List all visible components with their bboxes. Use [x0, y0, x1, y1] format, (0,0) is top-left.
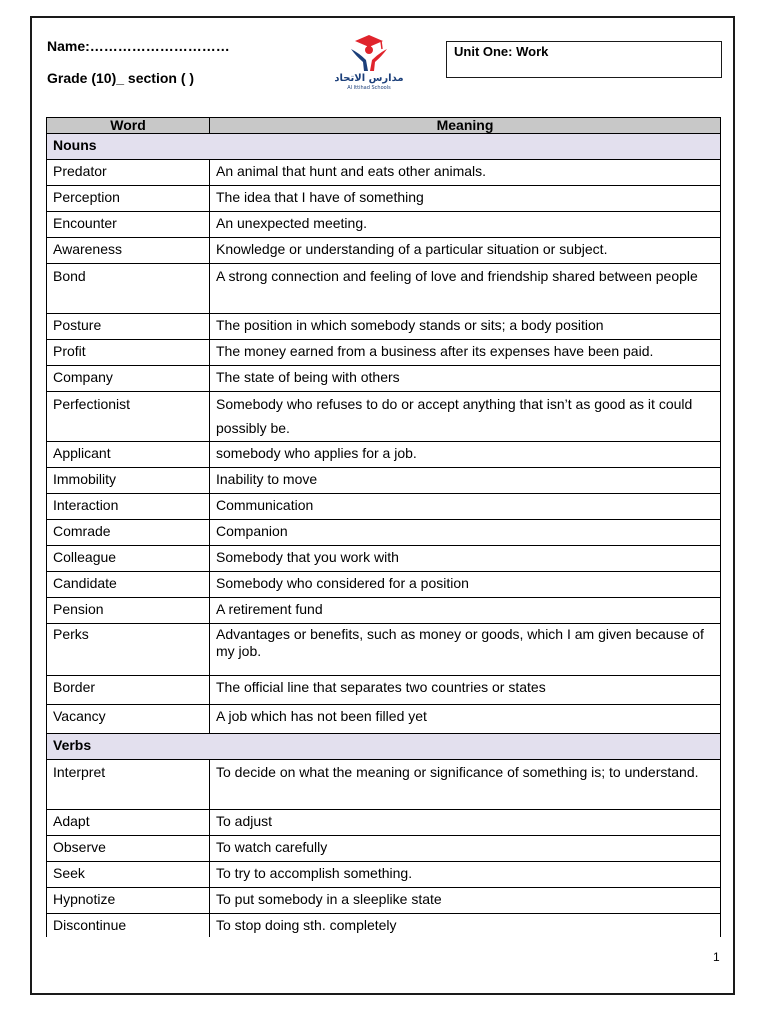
meaning-cell: Somebody that you work with [210, 546, 721, 572]
word-cell: Interaction [47, 494, 210, 520]
table-row [47, 760, 721, 810]
meaning-cell: An unexpected meeting. [210, 212, 721, 238]
word-cell: Colleague [47, 546, 210, 572]
unit-title: Unit One: Work [454, 44, 549, 59]
meaning-cell: A job which has not been filled yet [210, 705, 721, 734]
table-row [47, 520, 721, 546]
table-row [47, 705, 721, 734]
table-row [47, 314, 721, 340]
meaning-cell: The official line that separates two countries or states [210, 676, 721, 705]
meaning-cell: An animal that hunt and eats other animals. [210, 160, 721, 186]
word-cell: Bond [47, 264, 210, 314]
table-row [47, 238, 721, 264]
meaning-cell: The idea that I have of something [210, 186, 721, 212]
word-cell: Encounter [47, 212, 210, 238]
section-title: Verbs [47, 734, 721, 760]
word-cell: Applicant [47, 442, 210, 468]
meaning-cell: The state of being with others [210, 366, 721, 392]
meaning-cell: A retirement fund [210, 598, 721, 624]
table-row [47, 862, 721, 888]
table-row [47, 676, 721, 705]
logo-english-text: Al Ittihad Schools [347, 85, 391, 91]
word-cell: Comrade [47, 520, 210, 546]
word-cell: Perfectionist [47, 392, 210, 442]
word-cell: Adapt [47, 810, 210, 836]
meaning-cell: The position in which somebody stands or sits; a body position [210, 314, 721, 340]
logo-arabic-text: مدارس الاتحاد [334, 73, 404, 84]
graduate-logo-icon [333, 33, 405, 75]
word-cell: Profit [47, 340, 210, 366]
word-cell: Perception [47, 186, 210, 212]
table-row [47, 572, 721, 598]
meaning-cell: somebody who applies for a job. [210, 442, 721, 468]
meaning-cell: To decide on what the meaning or significance of something is; to understand. [210, 760, 721, 810]
meaning-cell: Somebody who considered for a position [210, 572, 721, 598]
table-row [47, 624, 721, 676]
table-row [47, 888, 721, 914]
word-cell: Awareness [47, 238, 210, 264]
meaning-cell: To watch carefully [210, 836, 721, 862]
meaning-cell: Knowledge or understanding of a particular situation or subject. [210, 238, 721, 264]
word-cell: Discontinue [47, 914, 210, 938]
table-row [47, 340, 721, 366]
word-cell: Predator [47, 160, 210, 186]
table-row [47, 914, 721, 938]
word-cell: Perks [47, 624, 210, 676]
word-cell: Vacancy [47, 705, 210, 734]
word-cell: Border [47, 676, 210, 705]
meaning-cell: The money earned from a business after its expenses have been paid. [210, 340, 721, 366]
word-cell: Company [47, 366, 210, 392]
table-row [47, 212, 721, 238]
table-row [47, 546, 721, 572]
page-number: 1 [713, 950, 720, 964]
meaning-cell: To stop doing sth. completely [210, 914, 721, 938]
word-cell: Immobility [47, 468, 210, 494]
section-title: Nouns [47, 134, 721, 160]
meaning-cell: To adjust [210, 810, 721, 836]
name-label: Name:………………………… [47, 38, 230, 54]
meaning-cell: Advantages or benefits, such as money or goods, which I am given because of my job. [210, 624, 721, 676]
table-row [47, 442, 721, 468]
table-row [47, 598, 721, 624]
table-row [47, 366, 721, 392]
meaning-cell: Inability to move [210, 468, 721, 494]
table-row [47, 494, 721, 520]
word-cell: Interpret [47, 760, 210, 810]
header-word: Word [47, 118, 210, 134]
meaning-cell: Companion [210, 520, 721, 546]
word-cell: Seek [47, 862, 210, 888]
grade-section-label: Grade (10)_ section ( ) [47, 70, 195, 86]
table-row [47, 264, 721, 314]
meaning-cell: Communication [210, 494, 721, 520]
table-header-row [47, 118, 721, 134]
section-row-verbs [47, 734, 721, 760]
word-cell: Hypnotize [47, 888, 210, 914]
section-row-nouns [47, 134, 721, 160]
unit-title-box [446, 41, 722, 78]
word-cell: Observe [47, 836, 210, 862]
meaning-cell: To try to accomplish something. [210, 862, 721, 888]
word-cell: Pension [47, 598, 210, 624]
table-row [47, 186, 721, 212]
meaning-cell: To put somebody in a sleeplike state [210, 888, 721, 914]
table-row [47, 468, 721, 494]
table-row [47, 836, 721, 862]
table-row [47, 392, 721, 442]
meaning-cell: A strong connection and feeling of love and friendship shared between people [210, 264, 721, 314]
table-row [47, 810, 721, 836]
meaning-cell: Somebody who refuses to do or accept anything that isn’t as good as it could possibly be. [210, 392, 721, 442]
table-row [47, 160, 721, 186]
word-cell: Candidate [47, 572, 210, 598]
vocabulary-table [46, 117, 721, 937]
school-logo [333, 33, 405, 93]
word-cell: Posture [47, 314, 210, 340]
header-meaning: Meaning [210, 118, 721, 134]
